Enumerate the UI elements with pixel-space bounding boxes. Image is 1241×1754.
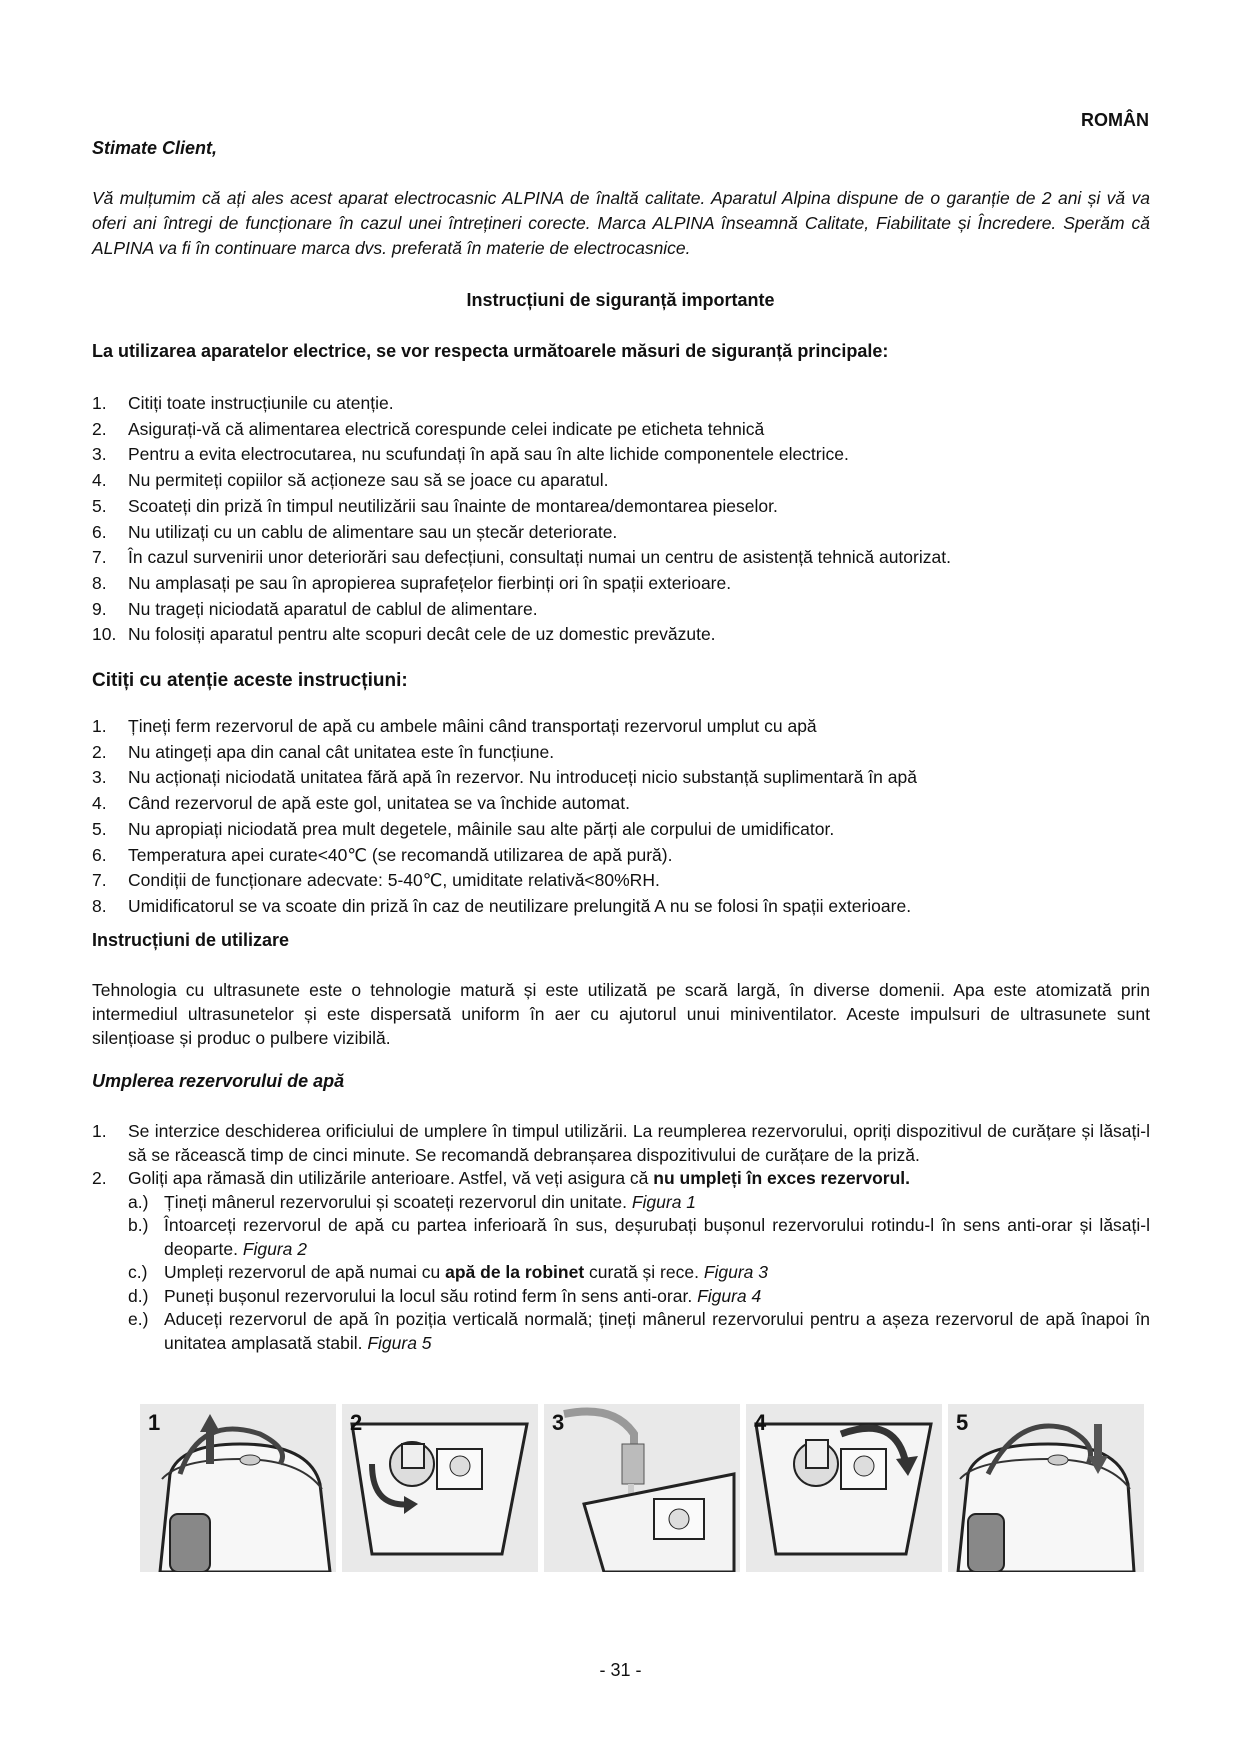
careful-list	[92, 714, 1152, 920]
list-item: 6. Nu utilizați cu un cablu de alimentare sau un ștecăr deteriorate.	[92, 521, 618, 542]
list-item: 5. Nu apropiați niciodată prea mult degetele, mâinile sau alte părți ale corpului de umidificator.	[92, 818, 835, 839]
figure-3-illustration	[544, 1404, 740, 1572]
fill-list	[92, 1120, 1150, 1355]
list-item: 1. Citiți toate instrucțiunile cu atenție.	[92, 393, 394, 413]
list-item: d.) Puneți bușonul rezervorului la locul său rotind ferm în sens anti-orar. Figura 4	[128, 1285, 762, 1306]
list-item: e.) Aduceți rezervorul de apă în poziția verticală normală; țineți mânerul rezervorului pentru a așeza rezervorul de apă înapoi în unitatea amplasată stabil. Figura 5	[128, 1309, 1150, 1353]
figure-1-illustration	[140, 1404, 336, 1572]
intro-paragraph: Vă mulțumim că ați ales acest aparat electrocasnic ALPINA de înaltă calitate. Aparatul Alpina dispune de o garanție de 2 ani și vă va oferi ani întregi de funcționare în cazul unei întrețineri corecte. Marca ALPINA înseamnă Calitate, Fiabilitate și Încredere. Sperăm că ALPINA va fi în continuare marca dvs. preferată în materie de electrocasnice.	[92, 188, 1150, 258]
safety-subtitle: La utilizarea aparatelor electrice, se vor respecta următoarele măsuri de siguranță principale:	[92, 341, 889, 361]
figure-5-illustration	[948, 1404, 1144, 1572]
list-item: c.) Umpleți rezervorul de apă numai cu apă de la robinet curată și rece. Figura 3	[128, 1262, 769, 1282]
list-item: 7. Condiții de funcționare adecvate: 5-40℃, umiditate relativă<80%RH.	[92, 870, 660, 891]
list-item: 2. Goliți apa rămasă din utilizările anterioare. Astfel, vă veți asigura că nu umpleți în exces rezervorul. a.) Țineți mânerul rezervorului și scoateți rezervorul din unitate. Figura 1 b.) Întoarceți rezervorul de apă cu partea inferioară în sus, deșurubați bușonul rezervorului rotindu-l în sens anti-orar și lăsați-l deoparte. Figura 2 c.) Umpleți rezervorul de apă numai cu apă de la robinet curată și rece. Figura 3 d.) Puneți bușonul rezervorului la locul său rotind ferm în sens anti-orar. Figura 4 e.) Aduceți rezervorul de apă în poziția verticală normală; țineți mânerul rezervorului pentru a așeza rezervorul de apă înapoi în unitatea amplasată stabil. Figura 5	[92, 1167, 1150, 1355]
list-item: 10. Nu folosiți aparatul pentru alte scopuri decât cele de uz domestic prevăzute.	[92, 624, 716, 645]
fill-sublist	[128, 1191, 1150, 1356]
figure-1: 1	[140, 1404, 336, 1572]
list-item: 4. Nu permiteți copiilor să acționeze sau să se joace cu aparatul.	[92, 470, 609, 491]
figure-2: 2	[342, 1404, 538, 1572]
usage-title: Instrucțiuni de utilizare	[92, 930, 290, 950]
figure-3: 3	[544, 1404, 740, 1572]
list-item: 8. Nu amplasați pe sau în apropierea suprafețelor fierbinți ori în spații exterioare.	[92, 572, 732, 593]
list-item: 7. În cazul survenirii unor deteriorări sau defecțiuni, consultați numai un centru de asistență tehnică autorizat.	[92, 547, 951, 568]
language-label: ROMÂN	[1081, 110, 1149, 130]
list-item: 9. Nu trageți niciodată aparatul de cablul de alimentare.	[92, 598, 538, 619]
careful-title: Citiți cu atenție aceste instrucțiuni:	[92, 670, 408, 691]
list-item: 3. Pentru a evita electrocutarea, nu scufundați în apă sau în alte lichide componentele electrice.	[92, 444, 849, 465]
page-number: - 31 -	[599, 1660, 642, 1680]
list-item: 1. Țineți ferm rezervorul de apă cu ambele mâini când transportați rezervorul umplut cu apă	[92, 716, 817, 736]
figure-4: 4	[746, 1404, 942, 1572]
usage-paragraph: Tehnologia cu ultrasunete este o tehnologie matură și este utilizată pe scară largă, în diverse domenii. Apa este atomizată prin intermediul ultrasunetelor și este dispersată uniform în aer cu ajutorul unui miniventilator. Aceste impulsuri de ultrasunete sunt silențioase și produc o pulbere vizibilă.	[92, 980, 1150, 1048]
greeting: Stimate Client,	[92, 138, 218, 158]
list-item: a.) Țineți mânerul rezervorului și scoateți rezervorul din unitate. Figura 1	[128, 1191, 697, 1212]
figure-5: 5	[948, 1404, 1144, 1572]
list-item: 4. Când rezervorul de apă este gol, unitatea se va închide automat.	[92, 793, 630, 814]
list-item: 2. Nu atingeți apa din canal cât unitatea este în funcțiune.	[92, 741, 555, 762]
list-item: b.) Întoarceți rezervorul de apă cu partea inferioară în sus, deșurubați bușonul rezervorului rotindu-l în sens anti-orar și lăsați-l deoparte. Figura 2	[128, 1215, 1150, 1259]
list-item: 6. Temperatura apei curate<40℃ (se recomandă utilizarea de apă pură).	[92, 844, 673, 865]
safety-list	[92, 391, 1152, 648]
figure-2-illustration	[342, 1404, 538, 1572]
list-item: 3. Nu acționați niciodată unitatea fără apă în rezervor. Nu introduceți nicio substanță suplimentară în apă	[92, 767, 917, 788]
list-item: 2. Asigurați-vă că alimentarea electrică corespunde celei indicate pe eticheta tehnică	[92, 418, 765, 439]
list-item: 1. Se interzice deschiderea orificiului de umplere în timpul utilizării. La reumplerea rezervorului, opriți dispozitivul de curățare și lăsați-l să se răcească timp de cinci minute. Se recomandă debranșarea dispozitivului de curățare de la priză.	[92, 1121, 1150, 1165]
safety-title: Instrucțiuni de siguranță importante	[466, 290, 775, 310]
list-item: 5. Scoateți din priză în timpul neutilizării sau înainte de montarea/demontarea pieselor.	[92, 495, 778, 516]
list-item: 8. Umidificatorul se va scoate din priză în caz de neutilizare prelungită A nu se folosi în spații exterioare.	[92, 895, 912, 916]
figure-4-illustration	[746, 1404, 942, 1572]
fill-title: Umplerea rezervorului de apă	[92, 1071, 345, 1091]
figure-strip	[140, 1404, 1150, 1572]
